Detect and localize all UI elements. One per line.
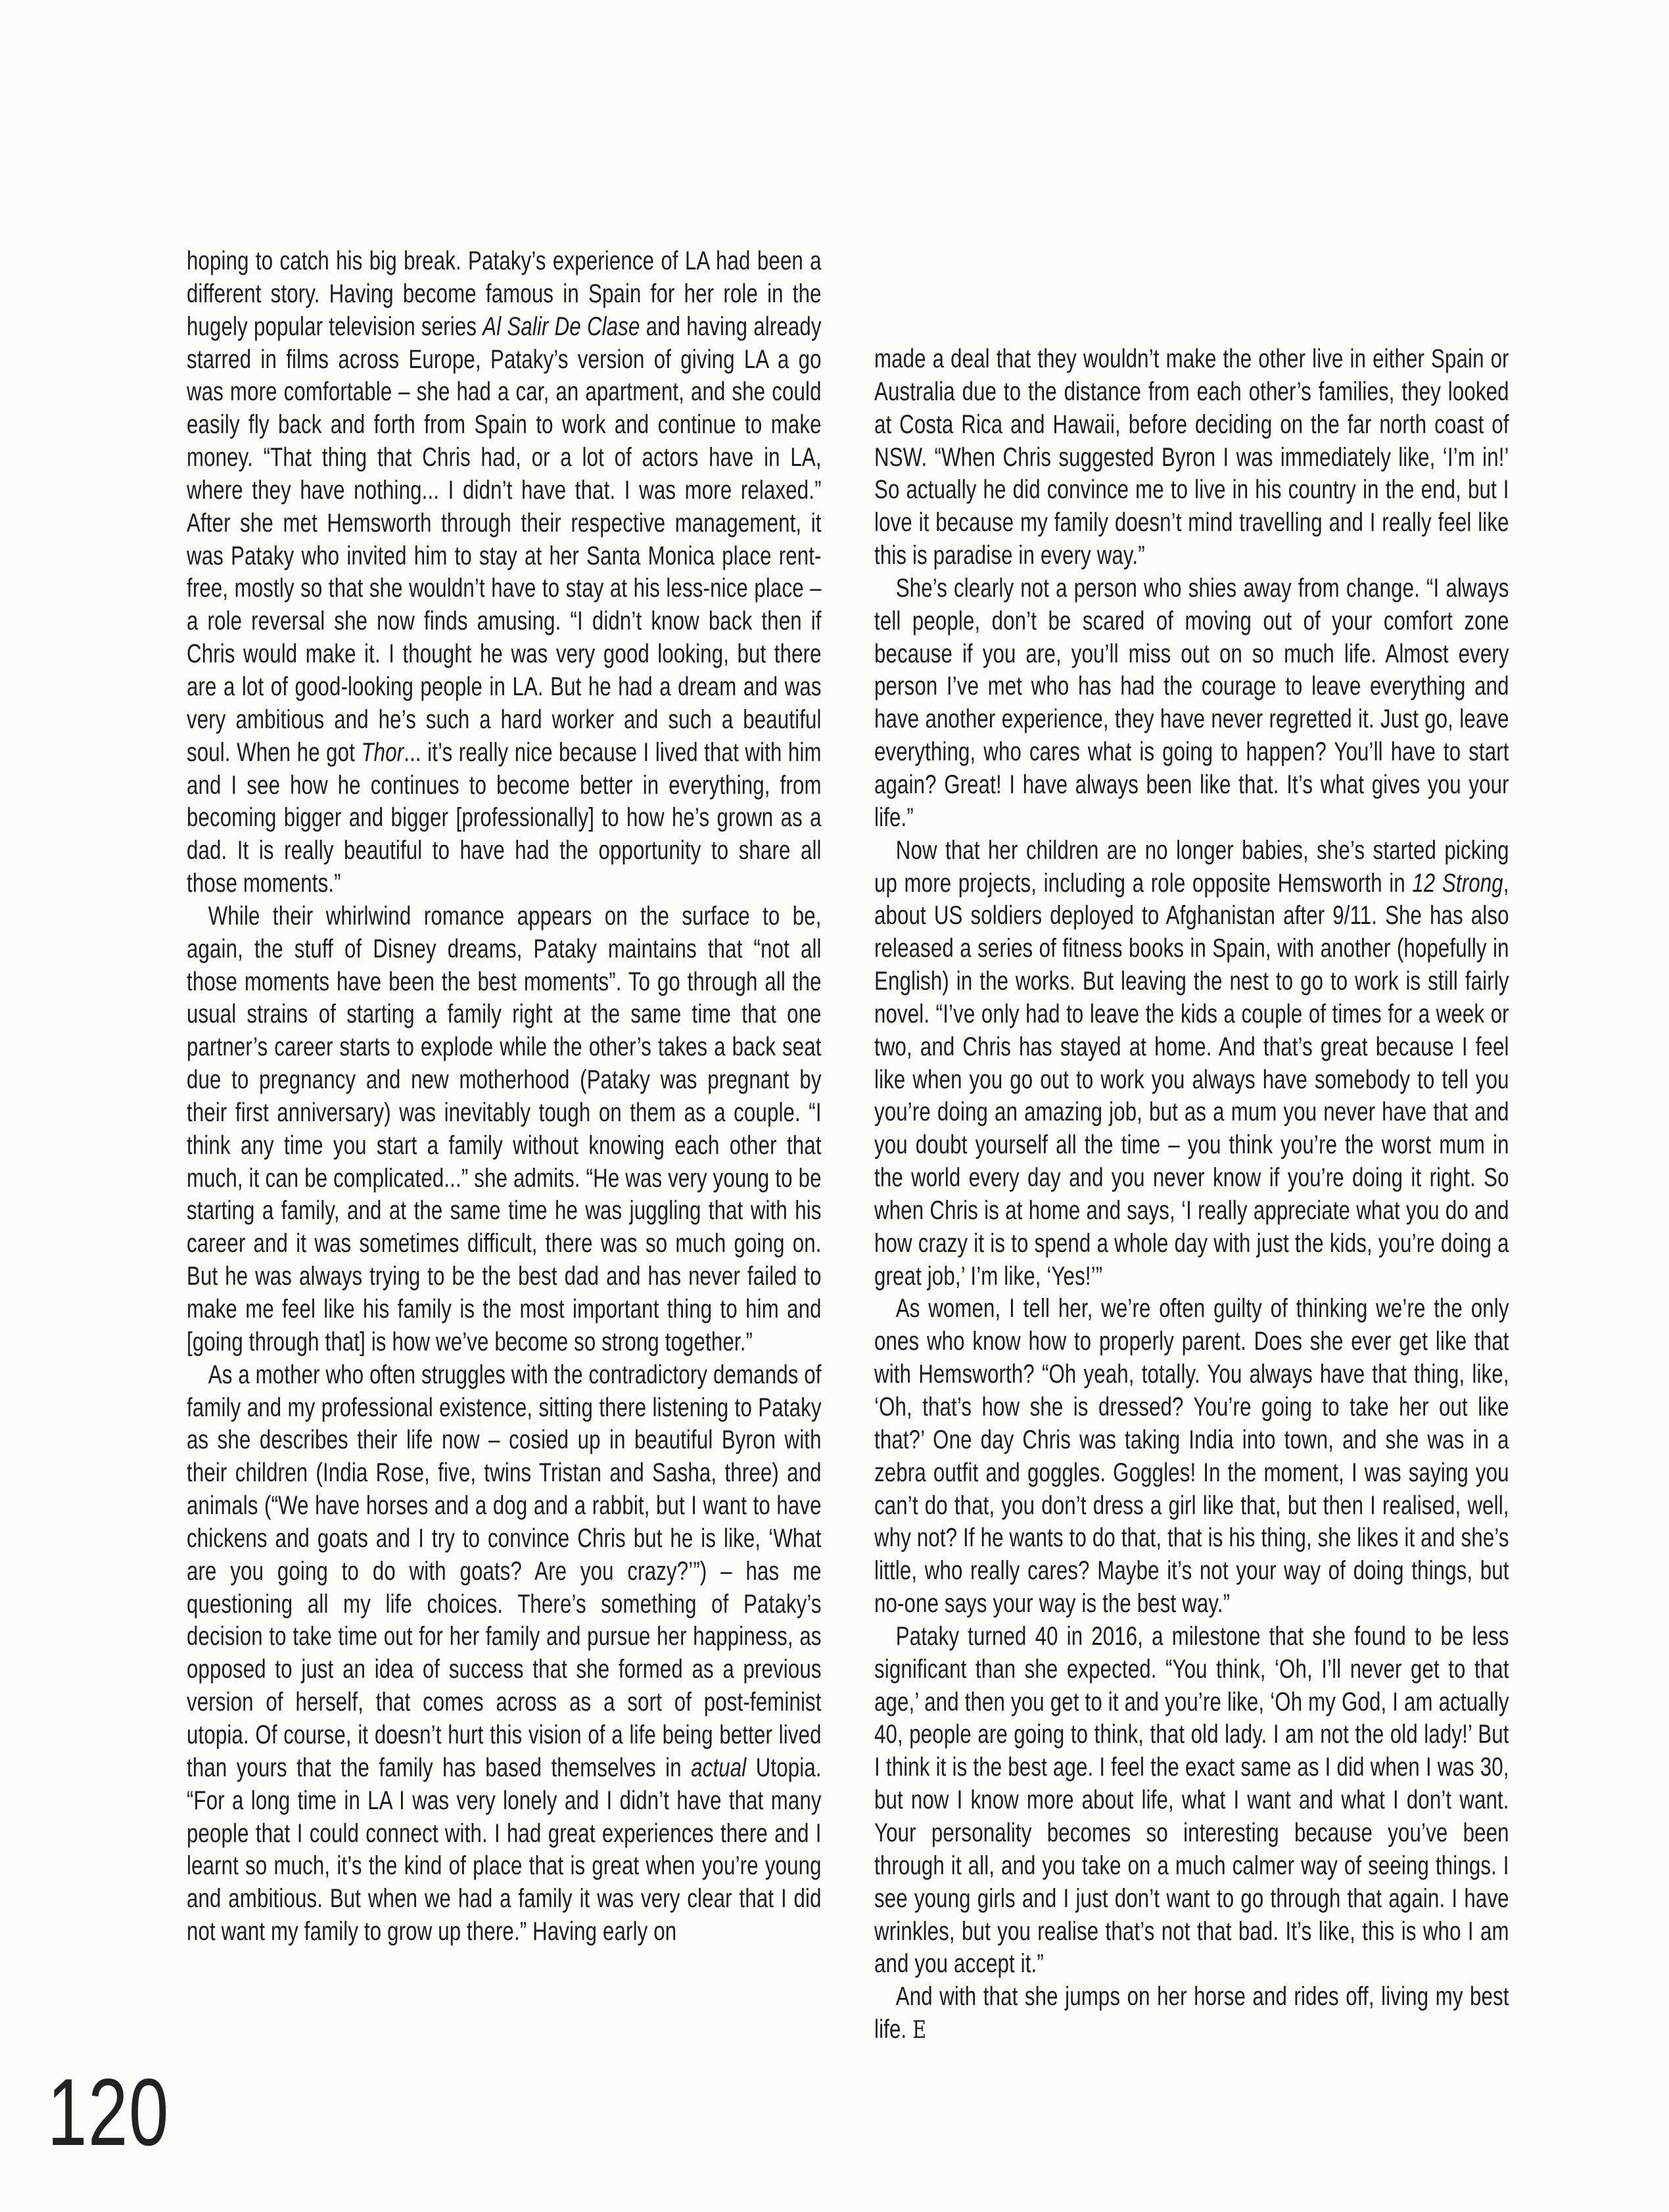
text-segment: hoping to catch his big break. Pataky’s experience of LA had been a different story. Having become famous in Spain for her role in the hugely popular television series (187, 246, 822, 341)
paragraph (874, 1981, 1509, 2046)
text-segment: As a mother who often struggles with the contradictory demands of family and my professional existence, sitting there listening to Pataky as she describes their life now – cosied up in beautiful Byron with their children (India Rose, five, twins Tristan and Sasha, three) and animals (“We have horses and a dog and a rabbit, but I want to have chickens and goats and I try to convince Chris but he is like, ‘What are you going to do with goats? Are you crazy?’”) – has me questioning all my life choices. There’s something of Pataky’s decision to take time out for her family and pursue her happiness, as opposed to just an idea of success that she formed as a previous version of herself, that comes across as a sort of post-feminist utopia. Of course, it doesn’t hurt this vision of a life being better lived than yours that the family has based themselves in (187, 1360, 822, 1782)
end-mark: E (912, 2016, 927, 2044)
page-number: 120 (47, 2059, 170, 2165)
text-segment: made a deal that they wouldn’t make the other live in either Spain or Australia due to the distance from each other’s families, they looked at Costa Rica and Hawaii, before deciding on the far north coast of NSW. “When Chris suggested Byron I was immediately like, ‘I’m in!’ So actually he did convince me to live in his country in the end, but I love it because my family doesn’t mind travelling and I really feel like this is paradise in every way.” (874, 344, 1509, 570)
text-segment: And with that she jumps on her horse and rides off, living my best life. (874, 1982, 1509, 2044)
text-segment: ... it’s really nice because I lived that with him and I see how he continues to become better in everything, from becoming bigger and bigger [professionally] to how he’s grown as a dad. It is really beautiful to have had the opportunity to share all those moments.” (187, 737, 822, 898)
article-column-right (874, 343, 1509, 2046)
paragraph (187, 1359, 822, 1948)
text-segment: Pataky turned 40 in 2016, a milestone that she found to be less significant than she expected. “You think, ‘Oh, I’ll never get to that age,’ and then you get to it and you’re like, ‘Oh my God, I am actually 40, people are going to think, that old lady. I am not the old lady!’ But I think it is the best age. I feel the exact same as I did when I was 30, but now I know more about life, what I want and what I don’t want. Your personality becomes so interesting because you’ve been through it all, and you take on a much calmer way of seeing things. I see young girls and I just don’t want to go through that again. I have wrinkles, but you realise that’s not that bad. It’s like, this is who I am and you accept it.” (874, 1621, 1509, 1979)
text-segment: Now that her children are no longer babies, she’s started picking up more projects, including a role opposite Hemsworth in (874, 835, 1509, 898)
italic-title: actual (691, 1753, 747, 1782)
paragraph (874, 572, 1509, 835)
paragraph (874, 835, 1509, 1293)
italic-title: Al Salir De Clase (482, 311, 640, 341)
italic-title: Thor (361, 737, 404, 767)
article-column-left (187, 245, 822, 1948)
text-segment: Utopia. “For a long time in LA I was very lonely and I didn’t have that many people that I could connect with. I had great experiences there and I learnt so much, it’s the kind of place that is great when you’re young and ambitious. But when we had a family it was very clear that I did not want my family to grow up there.” Having early on (187, 1753, 822, 1947)
text-segment: , about US soldiers deployed to Afghanistan after 9/11. She has also released a series of fitness books in Spain, with another (hopefully in English) in the works. But leaving the nest to go to work is still fairly novel. “I’ve only had to leave the kids a couple of times for a week or two, and Chris has stayed at home. And that’s great because I feel like when you go out to work you always have somebody to tell you you’re doing an amazing job, but as a mum you never have that and you doubt yourself all the time – you think you’re the worst mum in the world every day and you never know if you’re doing it right. So when Chris is at home and says, ‘I really appreciate what you do and how crazy it is to spend a whole day with just the kids, you’re doing a great job,’ I’m like, ‘Yes!’” (874, 868, 1509, 1291)
paragraph (874, 1293, 1509, 1620)
paragraph (187, 245, 822, 900)
text-segment: As women, I tell her, we’re often guilty of thinking we’re the only ones who know how to properly parent. Does she ever get like that with Hemsworth? “Oh yeah, totally. You always have that thing, like, ‘Oh, that’s how she is dressed? You’re going to take her out like that?’ One day Chris was taking India into town, and she was in a zebra outfit and goggles. Goggles! In the moment, I was saying you can’t do that, you don’t dress a girl like that, but then I realised, well, why not? If he wants to do that, that is his thing, she likes it and she’s little, who really cares? Maybe it’s not your way of doing things, but no-one says your way is the best way.” (874, 1294, 1509, 1619)
text-segment: and having already starred in films across Europe, Pataky’s version of giving LA a go was more comfortable – she had a car, an apartment, and she could easily fly back and forth from Spain to work and continue to make money. “That thing that Chris had, or a lot of actors have in LA, where they have nothing... I didn’t have that. I was more relaxed.” After she met Hemsworth through their respective management, it was Pataky who invited him to stay at her Santa Monica place rent-free, mostly so that she wouldn’t have to stay at his less-nice place – a role reversal she now finds amusing. “I didn’t know back then if Chris would make it. I thought he was very good looking, but there are a lot of good-looking people in LA. But he had a dream and was very ambitious and he’s such a hard worker and such a beautiful soul. When he got (187, 311, 822, 767)
text-segment: While their whirlwind romance appears on the surface to be, again, the stuff of Disney dreams, Pataky maintains that “not all those moments have been the best moments”. To go through all the usual strains of starting a family right at the same time that one partner’s career starts to explode while the other’s takes a back seat due to pregnancy and new motherhood (Pataky was pregnant by their first anniversary) was inevitably tough on them as a couple. “I think any time you start a family without knowing each other that much, it can be complicated...” she admits. “He was very young to be starting a family, and at the same time he was juggling that with his career and it was sometimes difficult, there was so much going on. But he was always trying to be the best dad and has never failed to make me feel like his family is the most important thing to him and [going through that] is how we’ve become so strong together.” (187, 901, 822, 1356)
text-segment: She’s clearly not a person who shies away from change. “I always tell people, don’t be scared of moving out of your comfort zone because if you are, you’ll miss out on so much life. Almost every person I’ve met who has had the courage to leave everything and have another experience, they have never regretted it. Just go, leave everything, who cares what is going to happen? You’ll have to start again? Great! I have always been like that. It’s what gives you your life.” (874, 573, 1509, 832)
paragraph (874, 343, 1509, 572)
paragraph (187, 900, 822, 1359)
italic-title: 12 Strong (1412, 868, 1503, 898)
paragraph (874, 1621, 1509, 1981)
